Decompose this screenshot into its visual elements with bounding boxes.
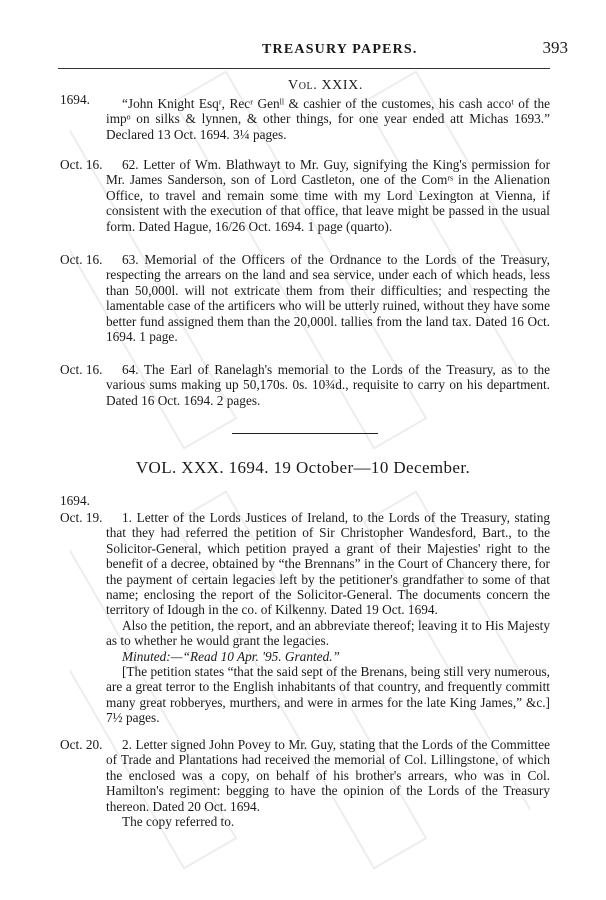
minuted-note: Minuted:—“Read 10 Apr. '95. Granted.” — [122, 648, 340, 664]
entry-customs-account — [106, 96, 550, 142]
section-divider — [232, 433, 378, 434]
entry-date: Oct. 16. — [60, 157, 103, 172]
entry-paragraph: [The petition states “that the said sept of the Brenans, being still very numerous, are a great terror to the English inhabitants of that country, and frequently committ many great robberyes, murthers, and were in armes for the late King James,” &c.] 7½ pages. — [106, 664, 550, 726]
entry-text: 64. The Earl of Ranelagh's memorial to the Lords of the Treasury, as to the various sums making up 50,170s. 0s. 10¾d., requisite to carry on his department. Dated 16 Oct. 1694. 2 pages. — [106, 362, 550, 408]
year-label: 1694. — [60, 92, 90, 107]
entry-63 — [106, 252, 550, 344]
running-head: TREASURY PAPERS. — [262, 42, 418, 57]
entry-2 — [106, 737, 550, 829]
entry-date: Oct. 19. — [60, 510, 103, 525]
entry-paragraph: 1. Letter of the Lords Justices of Ireland, to the Lords of the Treasury, stating that they had referred the petition of Sir Christopher Wandesford, Bart., to the Solicitor-General, which petition prayed a grant of their Majesties' right to the benefit of a decree, obtained by “the Brennans” in the Court of Chancery there, for the payment of certain legacies left by the petitioner's grandfather to some of that name; enclosing the report of the Solicitor-General. The documents concern the territory of Idough in the co. of Kilkenny. Dated 19 Oct. 1694. — [106, 510, 550, 618]
entry-1 — [106, 510, 550, 726]
entry-date: Oct. 16. — [60, 252, 103, 267]
year-label: 1694. — [60, 493, 90, 508]
entry-paragraph: The copy referred to. — [122, 814, 235, 830]
volume-heading: Vol. XXIX. — [288, 78, 363, 93]
entry-paragraph: 2. Letter signed John Povey to Mr. Guy, stating that the Lords of the Committee of Trade and Plantations had received the memorial of Col. Lillingstone, of which the enclosed was a copy, on behalf of his brother's arrears, who was in Col. Hamilton's regiment: begging to have the opinion of the Lords of the Treasury thereon. Dated 20 Oct. 1694. — [106, 737, 550, 814]
header-rule — [58, 68, 550, 69]
entry-date: Oct. 20. — [60, 737, 103, 752]
entry-text: “John Knight Esqʳ, Recʳ Genˡˡ & cashier of the customes, his cash accoᵗ of the impᵒ on silks & lynnen, & other things, for one year ended att Michas 1693.” Declared 13 Oct. 1694. 3¼ pages. — [106, 96, 550, 142]
entry-64 — [106, 362, 550, 408]
entry-text: 62. Letter of Wm. Blathwayt to Mr. Guy, signifying the King's permission for Mr. James Sanderson, son of Lord Castleton, one of the Comʳˢ in the Alienation Office, to travel and remain some time with my Lord Lexington at Vienna, if consistent with the execution of that office, that leave might be passed in the usual form. Dated Hague, 16/26 Oct. 1694. 1 page (quarto). — [106, 157, 550, 234]
entry-62 — [106, 157, 550, 234]
entry-date: Oct. 16. — [60, 362, 103, 377]
entry-paragraph: Also the petition, the report, and an abbreviate thereof; leaving it to His Majesty as to whether he would grant the legacies. — [106, 617, 550, 649]
entry-text: 63. Memorial of the Officers of the Ordnance to the Lords of the Treasury, respecting the arrears on the land and sea service, under each of which heads, less than 50,000l. will not extricate them from their difficulties; and respecting the lamentable case of the artificers who will be utterly ruined, without they have some better fund assigned them than the 20,000l. tallies from the land tax. Dated 16 Oct. 1694. 1 page. — [106, 252, 550, 345]
volume-title: VOL. XXX. 1694. 19 October—10 December. — [135, 458, 471, 477]
page-number: 393 — [542, 38, 568, 57]
